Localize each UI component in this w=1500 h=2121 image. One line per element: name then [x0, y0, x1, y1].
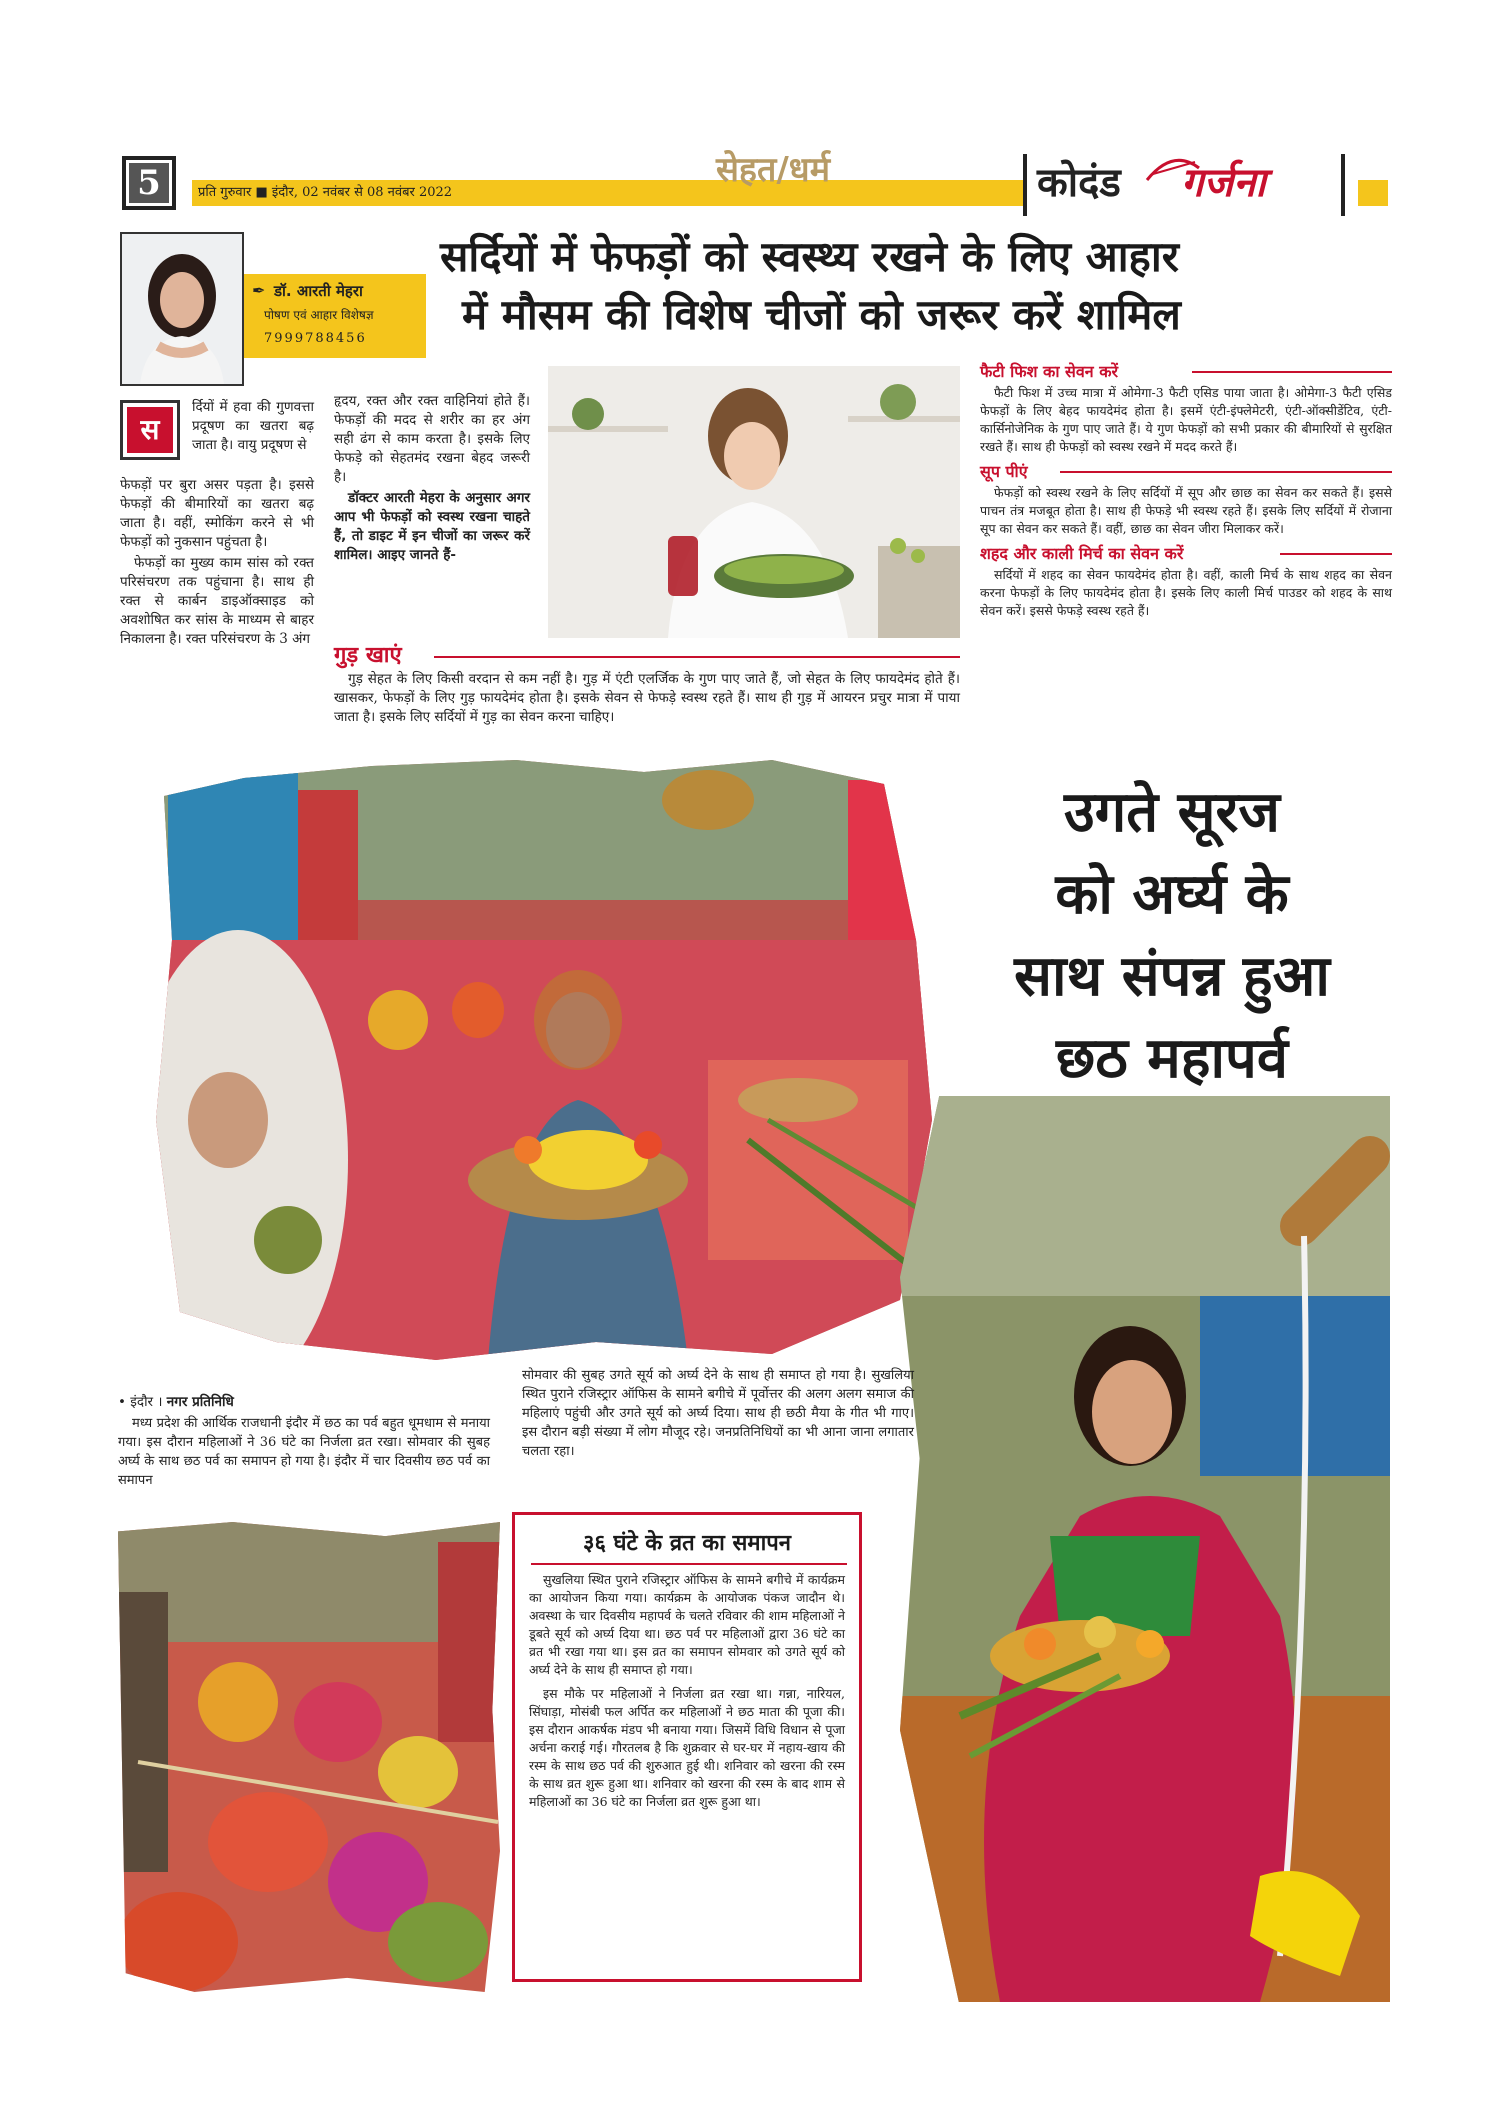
section-title: सेहत/धर्म: [715, 150, 831, 190]
chhath-mid-text: सोमवार की सुबह उगते सूर्य को अर्घ्य देने के साथ ही समाप्त हो गया है। सुखलिया स्थित पुराने रजिस्ट्रार ऑफिस के सामने बगीचे में पूर्वोत्तर की अलग अलग समाज की महिलाएं पहुंची और उगते सूर्य को अर्घ्य दिया। साथ ही छठी मैया के गीत भी गाए। इस दौरान बड़ी संख्या में लोग मौजूद रहे। जनप्रतिनिधियों का भी आना जाना लगातार चलता रहा।: [522, 1368, 914, 1459]
health-headline-line2: में मौसम की विशेष चीजों को जरूर करें शामिल: [462, 290, 1181, 339]
woman-eating-salad-photo: [548, 366, 960, 638]
chhath-woman-arghya-photo: [900, 1096, 1390, 2002]
health-col1-intro: र्दियों में हवा की गुणवत्ता प्रदूषण का खतरा बढ़ जाता है। वायु प्रदूषण से: [192, 399, 314, 453]
dropcap-letter: स: [140, 413, 160, 446]
health-col1: [120, 476, 314, 651]
brand-logo: [1023, 150, 1363, 220]
author-photo: [120, 232, 244, 386]
byline-place: इंदौर: [130, 1394, 154, 1410]
soup-heading: सूप पीएं: [980, 462, 1028, 481]
chhath-main-photo: [148, 760, 948, 1360]
honey-heading: शहद और काली मिर्च का सेवन करें: [980, 544, 1184, 563]
fast-completion-box: [512, 1512, 862, 1982]
honey-heading-row: [980, 542, 1392, 566]
fast-completion-p1: सुखलिया स्थित पुराने रजिस्ट्रार ऑफिस के सामने बगीचे में कार्यक्रम का आयोजन किया गया। कार्यक्रम के आयोजक पंकज जादौन थे। अवस्था के चार दिवसीय महापर्व के चलते रविवार की शाम महिलाओं ने डूबते सूर्य को अर्घ्य दिया था। छठ पर्व पर महिलाओं द्वारा 36 घंटे का व्रत भी रखा गया था। इस व्रत का समापन सोमवार को उगते सूर्य को अर्घ्य देने के साथ ही समाप्त हो गया।: [529, 1572, 845, 1677]
masthead: [118, 150, 1388, 220]
health-headline: [440, 228, 1390, 344]
soup-heading-row: [980, 460, 1392, 484]
gud-heading: गुड़ खाएं: [334, 643, 402, 668]
brand-name-red: गर्जना: [1181, 160, 1266, 206]
page-number: 5: [137, 163, 161, 203]
dropcap-box: [120, 400, 180, 460]
honey-text: सर्दियों में शहद का सेवन फायदेमंद होता है। वहीं, काली मिर्च के साथ शहद का सेवन करना फेफड़ों के लिए फायदेमंद होता है। इसके लिए काली मिर्च पाउडर को शहद के साथ सेवन करें। इससे फेफड़े स्वस्थ रहते हैं।: [980, 567, 1392, 618]
chhath-headline-line3: साथ संपन्न हुआ: [1014, 944, 1330, 1009]
chhath-crowd-photo: [118, 1522, 500, 1992]
health-col1-p2: फेफड़ों का मुख्य काम सांस को रक्त परिसंचरण तक पहुंचाना है। साथ ही रक्त से कार्बन डाइऑक्साइड को अवशोषित कर सांस के माध्यम से बाहर निकालना है। रक्त परिसंचरण के 3 अंग: [120, 555, 314, 647]
dateline: प्रति गुरुवार ■ इंदौर, 02 नवंबर से 08 नवंबर 2022: [198, 185, 453, 200]
fast-completion-heading: ३६ घंटे के व्रत का समापन: [583, 1531, 791, 1556]
health-col2-p1: हृदय, रक्त और रक्त वाहिनियां होते हैं। फेफड़ों की मदद से शरीर का हर अंग सही ढंग से काम करता है। इसके लिए फेफड़े को सेहतमंद रखना बेहद जरूरी है।: [334, 393, 530, 485]
page-number-box: [122, 156, 176, 210]
fast-completion-rule: [531, 1563, 847, 1565]
author-role: पोषण एवं आहार विशेषज्ञ: [264, 308, 374, 322]
byline-reporter: नगर प्रतिनिधि: [166, 1394, 234, 1410]
chhath-headline: [962, 772, 1382, 1100]
author-phone: 7999788456: [264, 331, 367, 346]
health-right-col: [980, 360, 1392, 620]
author-name: डॉ. आरती मेहरा: [274, 282, 363, 300]
soup-text: फेफड़ों को स्वस्थ रखने के लिए सर्दियों में सूप और छाछ का सेवन कर सकते हैं। इससे पाचन तंत्र मजबूत होता है। साथ ही फेफड़े भी स्वस्थ रहते हैं। इसके लिए सर्दियों में रोजाना सूप का सेवन कर सकते हैं। वहीं, छाछ का सेवन जीरा मिलाकर करें।: [980, 485, 1392, 536]
header-bar-yellow-right: [1358, 180, 1388, 206]
gud-rule: [434, 656, 960, 658]
brand-name-black: कोदंड: [1037, 160, 1121, 206]
chhath-headline-line4: छठ महापर्व: [1056, 1026, 1288, 1091]
fish-heading-row: [980, 360, 1392, 384]
chhath-left-text: मध्य प्रदेश की आर्थिक राजधानी इंदौर में छठ का पर्व बहुत धूमधाम से मनाया गया। इस दौरान महिलाओं ने 36 घंटे का निर्जला व्रत रखा। सोमवार की सुबह अर्घ्य के साथ छठ पर्व का समापन हो गया है। इंदौर में चार दिवसीय छठ पर्व का समापन: [118, 1416, 490, 1488]
fish-heading: फैटी फिश का सेवन करें: [980, 362, 1119, 381]
chhath-headline-line2: को अर्घ्य के: [1055, 862, 1289, 927]
gud-text: गुड़ सेहत के लिए किसी वरदान से कम नहीं है। गुड़ में एंटी एलर्जिक के गुण पाए जाते हैं, जो सेहत के लिए फायदेमंद होते हैं। खासकर, फेफड़ों के लिए गुड़ फायदेमंद होता है। इसके सेवन से फेफड़े स्वस्थ रहते हैं। साथ ही गुड़ में आयरन प्रचुर मात्रा में पाया जाता है। इसके लिए सर्दियों में गुड़ का सेवन करना चाहिए।: [334, 671, 960, 725]
chhath-byline: • इंदौर । नगर प्रतिनिधि: [118, 1394, 234, 1410]
health-col1-p1: फेफड़ों पर बुरा असर पड़ता है। इससे फेफड़ों की बीमारियों का खतरा बढ़ जाता है। वहीं, स्मोकिंग करने से भी फेफड़ों को नुकसान पहुंचता है।: [120, 477, 314, 550]
chhath-headline-line1: उगते सूरज: [1064, 780, 1280, 845]
pen-icon: ✒: [252, 281, 266, 300]
health-col2-bold: डॉक्टर आरती मेहरा के अनुसार अगर आप भी फेफड़ों को स्वस्थ रखना चाहते हैं, तो डाइट में इन चीजों का जरूर करें शामिल। आइए जानते हैं-: [334, 490, 530, 563]
gud-section: [334, 642, 960, 727]
fish-text: फैटी फिश में उच्च मात्रा में ओमेगा-3 फैटी एसिड पाया जाता है। ओमेगा-3 फैटी एसिड फेफड़ों के लिए बेहद फायदेमंद होता है। इसमें एंटी-इंफ्लेमेटरी, एंटी-ऑक्सीडेंटिव, एंटी-कार्सिनोजेनिक के गुण पाए जाते हैं। ये गुण फेफड़ों को सभी प्रकार की बीमारियों से सुरक्षित रखते हैं। साथ ही फेफड़ों को स्वस्थ रखने में मदद करते हैं।: [980, 385, 1392, 454]
health-col2: [334, 392, 530, 567]
fast-completion-p2: इस मौके पर महिलाओं ने निर्जला व्रत रखा था। गन्ना, नारियल, सिंघाड़ा, मोसंबी फल अर्पित कर महिलाओं ने छठ माता की पूजा की। इस दौरान आकर्षक मंडप भी बनाया गया। जिसमें विधि विधान से पूजा अर्चना कराई गई। गौरतलब है कि शुक्रवार से घर-घर में नहाय-खाय की रस्म के साथ छठ पर्व की शुरुआत हुई थी। शनिवार को खरना की रस्म के साथ व्रत शुरू हुआ था। शनिवार को खरना की रस्म के बाद शाम से महिलाओं का 36 घंटे का निर्जला व्रत शुरू हुआ था।: [529, 1686, 845, 1809]
author-card: [244, 274, 426, 358]
byline-bullet: •: [118, 1394, 131, 1410]
health-headline-line1: सर्दियों में फेफड़ों को स्वस्थ्य रखने के लिए आहार: [440, 232, 1179, 281]
